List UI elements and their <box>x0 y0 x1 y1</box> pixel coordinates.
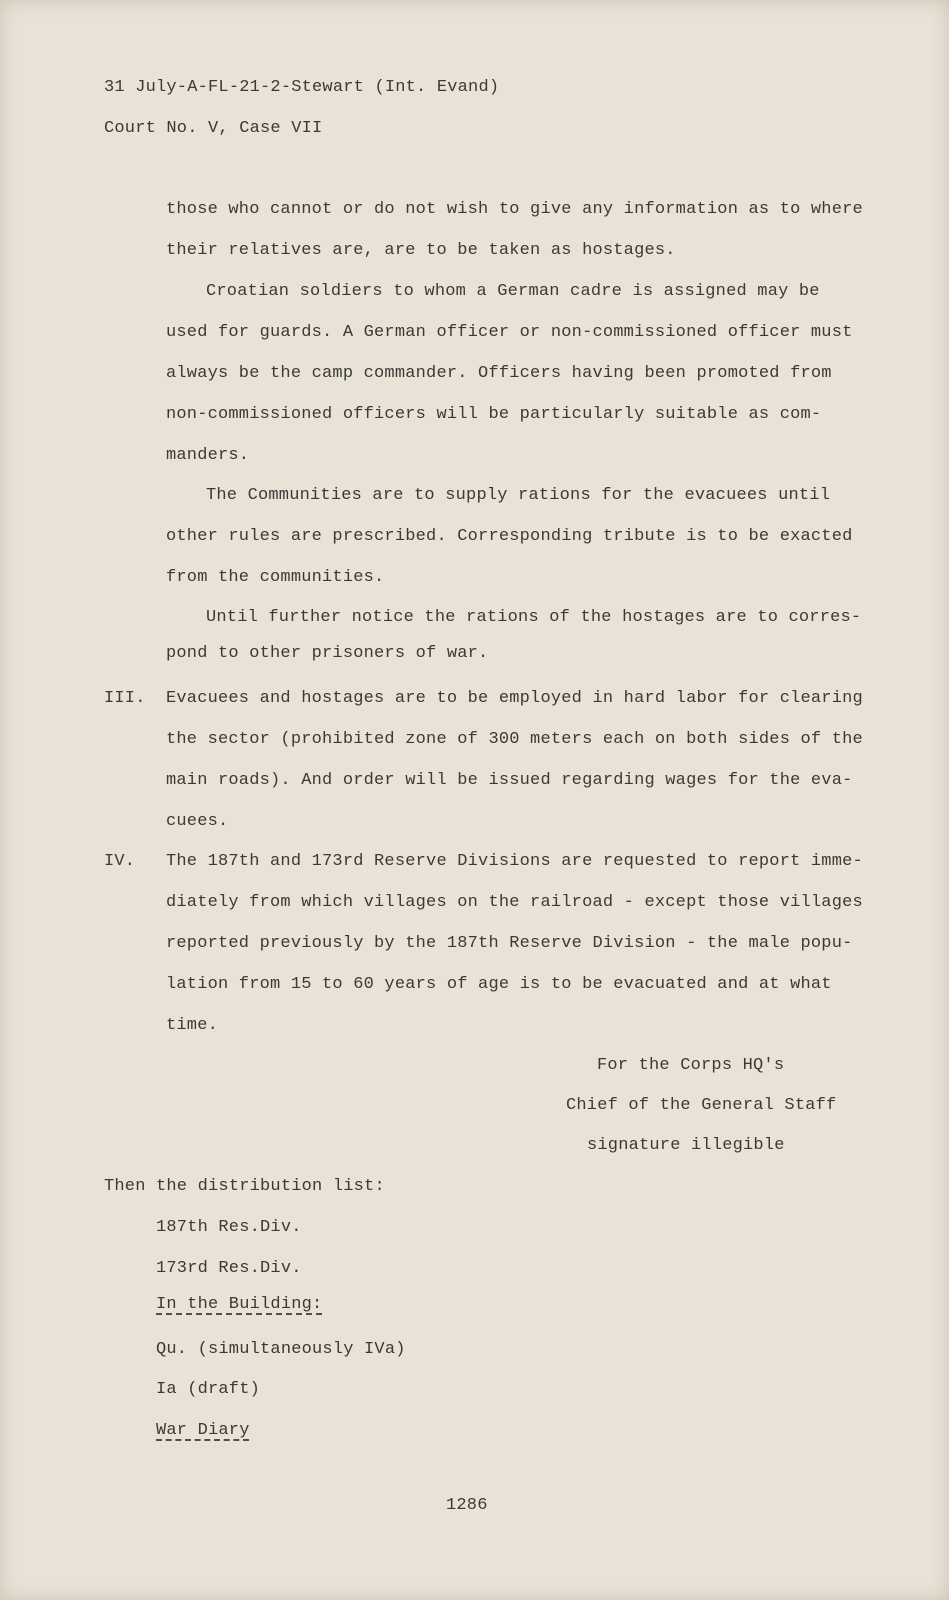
section-iii-line: main roads). And order will be issued regarding wages for the eva- <box>166 771 853 790</box>
distribution-item: Qu. (simultaneously IVa) <box>156 1340 406 1359</box>
body-line: Croatian soldiers to whom a German cadre is assigned may be <box>206 282 820 301</box>
distribution-item: 187th Res.Div. <box>156 1218 302 1237</box>
signature-line-3: signature illegible <box>587 1136 785 1155</box>
distribution-subheading: In the Building: <box>156 1295 323 1314</box>
section-iii-line: Evacuees and hostages are to be employed in hard labor for clearing <box>166 689 863 708</box>
body-line: other rules are prescribed. Corresponding tribute is to be exacted <box>166 527 853 546</box>
header-line-1: 31 July-A-FL-21-2-Stewart (Int. Evand) <box>104 78 500 97</box>
section-iii-line: the sector (prohibited zone of 300 meters each on both sides of the <box>166 730 863 749</box>
signature-line-2: Chief of the General Staff <box>566 1096 837 1115</box>
body-line: their relatives are, are to be taken as hostages. <box>166 241 676 260</box>
section-iv-line: time. <box>166 1016 219 1035</box>
section-iv-line: diately from which villages on the railroad - except those villages <box>166 893 863 912</box>
section-iv-line: lation from 15 to 60 years of age is to be evacuated and at what <box>166 975 832 994</box>
body-line: those who cannot or do not wish to give any information as to where <box>166 200 863 219</box>
body-line: manders. <box>166 446 250 465</box>
body-line: pond to other prisoners of war. <box>166 644 489 663</box>
page-number: 1286 <box>446 1496 488 1515</box>
body-line: used for guards. A German officer or non-commissioned officer must <box>166 323 853 342</box>
body-line: Until further notice the rations of the hostages are to corres- <box>206 608 862 627</box>
distribution-item: 173rd Res.Div. <box>156 1259 302 1278</box>
section-iii-numeral: III. <box>104 689 146 708</box>
header-line-2: Court No. V, Case VII <box>104 119 323 138</box>
distribution-intro: Then the distribution list: <box>104 1177 385 1196</box>
distribution-item: War Diary <box>156 1421 250 1440</box>
section-iii-line: cuees. <box>166 812 229 831</box>
section-iv-line: The 187th and 173rd Reserve Divisions are requested to report imme- <box>166 852 863 871</box>
section-iv-line: reported previously by the 187th Reserve Division - the male popu- <box>166 934 853 953</box>
body-line: from the communities. <box>166 568 385 587</box>
body-line: always be the camp commander. Officers having been promoted from <box>166 364 832 383</box>
section-iv-numeral: IV. <box>104 852 136 871</box>
distribution-item: Ia (draft) <box>156 1380 261 1399</box>
body-line: The Communities are to supply rations for the evacuees until <box>206 486 831 505</box>
body-line: non-commissioned officers will be particularly suitable as com- <box>166 405 822 424</box>
signature-line-1: For the Corps HQ's <box>597 1056 785 1075</box>
